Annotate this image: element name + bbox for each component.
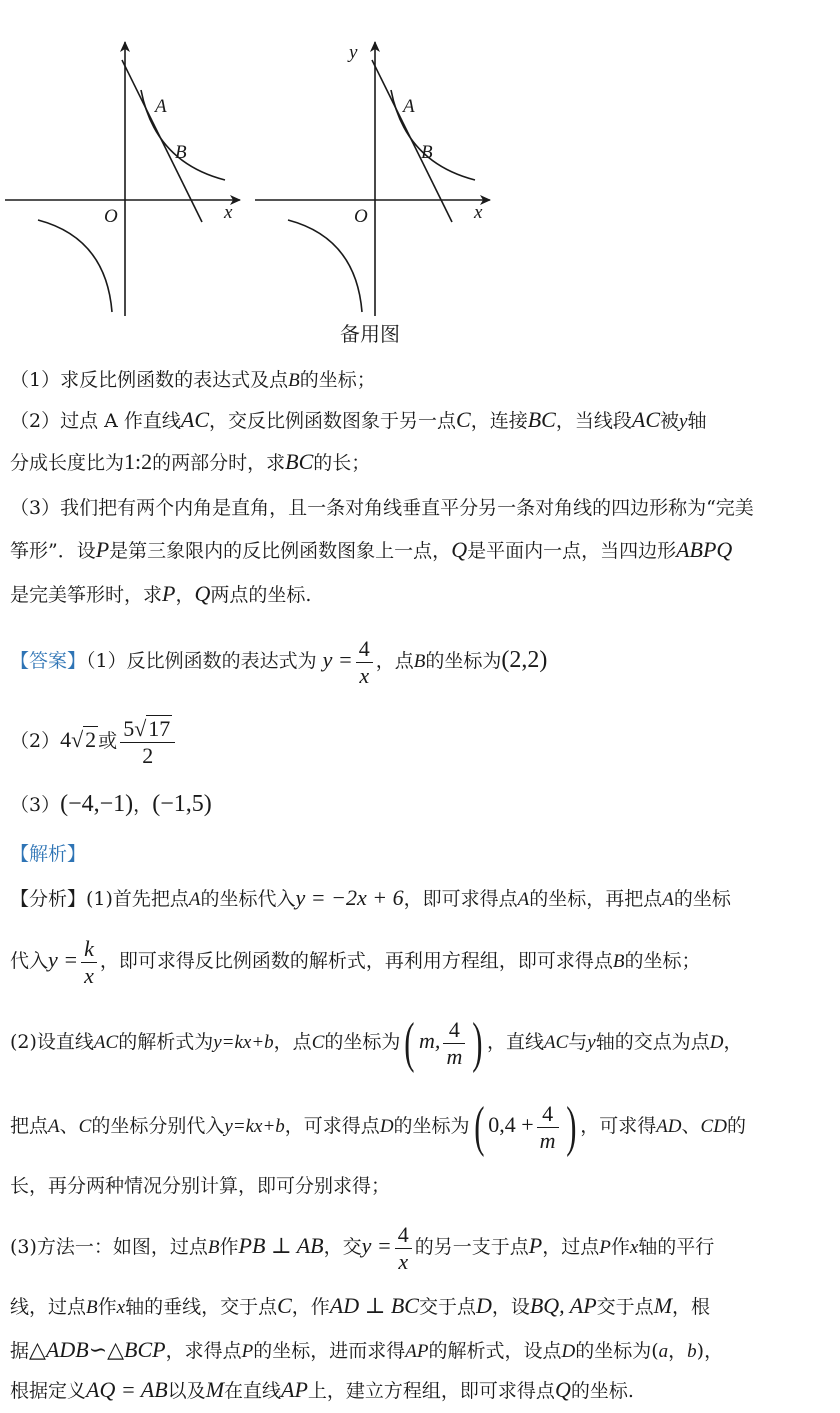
point-b-label: B <box>175 142 187 163</box>
analysis-line-1: 【分析】(1)首先把点A的坐标代入y = −2x + 6，即可求得点A的坐标，再把点A的坐标 <box>10 885 731 910</box>
analysis-line-6: (3)方法一：如图，过点B作PB ⊥ AB，交y = $\frac{4}{x}$ 的另一支于点P，过点P作x轴的平行 <box>10 1221 715 1274</box>
x-axis-label: x <box>474 202 483 223</box>
question-3-line-3: 是完美筝形时，求P，Q两点的坐标. <box>10 581 312 606</box>
question-2-line-1: （2）过点 A 作直线AC，交反比例函数图象于另一点C，连接BC，当线段AC被y轴 <box>10 407 707 432</box>
graph-left <box>0 0 250 320</box>
fraction: $\frac{4}{m}$ <box>443 1017 465 1070</box>
origin-label: O <box>104 206 118 227</box>
hyperbola-lower <box>288 220 362 312</box>
x-axis-label: x <box>224 202 233 223</box>
figure-caption: 备用图 <box>340 322 400 346</box>
answer-2: （2）4√2 或 $\frac{5√17}{2}$ <box>10 710 832 770</box>
point-b-label: B <box>421 142 433 163</box>
analysis-tag: 【解析】 <box>10 843 87 865</box>
graph-right <box>250 0 500 320</box>
question-3-line-2: 筝形”．设P是第三象限内的反比例函数图象上一点，Q是平面内一点，当四边形ABPQ <box>10 537 733 562</box>
analysis-line-8: 据△ADB∽△BCP，求得点P的坐标，进而求得AP的解析式，设点D的坐标为(a，b)， <box>10 1337 724 1362</box>
answer-3: （3）(−4,−1)，(−1,5) <box>10 791 212 817</box>
hyperbola-lower <box>38 220 112 312</box>
question-2-line-2: 分成长度比为1:2的两部分时，求BC的长； <box>10 449 371 474</box>
question-3-line-1: （3）我们把有两个内角是直角，且一条对角线垂直平分另一条对角线的四边形称为“完美 <box>10 497 754 519</box>
analysis-line-7: 线，过点B作x轴的垂线，交于点C，作AD ⊥ BC交于点D，设BQ, AP交于点M，根 <box>10 1293 711 1318</box>
fraction: $\frac{4}{x}$ <box>395 1222 412 1275</box>
point-a-label: A <box>155 96 167 117</box>
answer-tag: 【答案】 <box>10 650 87 672</box>
answer-1: 【答案】（1）反比例函数的表达式为 y = $\frac{4}{x}$ ，点B的坐标为(2,2) <box>10 635 548 688</box>
fraction: $\frac{4}{x}$ <box>356 636 373 689</box>
origin-label: O <box>354 206 368 227</box>
line-ab <box>122 60 202 222</box>
analysis-line-9: 根据定义AQ = AB以及M在直线AP上，建立方程组，即可求得点Q的坐标. <box>10 1377 634 1402</box>
hyperbola-upper <box>141 90 225 180</box>
y-axis-label: y <box>349 42 358 63</box>
analysis-line-4: 把点A、C的坐标分别代入y=kx+b，可求得点D的坐标为( 0,4 + $\frac{4}{m}$ ) ，可求得AD、CD的 <box>10 1096 746 1158</box>
line-ab <box>372 60 452 222</box>
question-1: （1）求反比例函数的表达式及点B的坐标； <box>10 369 376 391</box>
figure-row <box>0 0 840 350</box>
fraction: $\frac{4}{m}$ <box>537 1101 559 1154</box>
point-a-label: A <box>403 96 415 117</box>
analysis-line-5: 长，再分两种情况分别计算，即可分别求得； <box>10 1175 391 1197</box>
analysis-line-3: (2)设直线AC的解析式为y=kx+b，点C的坐标为( m, $\frac{4}{m}$ ) ，直线AC与y轴的交点为点D， <box>10 1012 743 1074</box>
fraction: $\frac{5√17}{2}$ <box>120 716 175 769</box>
analysis-line-2: 代入y = $\frac{k}{x}$ ，即可求得反比例函数的解析式，再利用方程组，即可求得点B的坐标； <box>10 935 701 988</box>
fraction: $\frac{k}{x}$ <box>81 936 97 989</box>
